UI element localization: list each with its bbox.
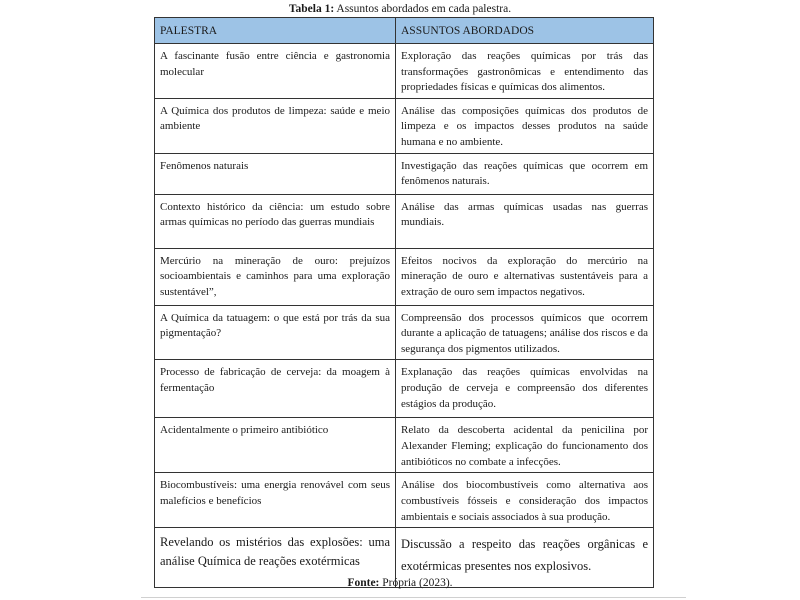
palestra-cell: A Química dos produtos de limpeza: saúde e meio ambiente xyxy=(155,98,396,153)
palestra-cell: Mercúrio na mineração de ouro: prejuízos socioambientais e caminhos para uma exploração sustentável”, xyxy=(155,248,396,305)
assuntos-cell: Discussão a respeito das reações orgânicas e exotérmicas presentes nos explosivos. xyxy=(396,528,654,588)
source-text: Própria (2023). xyxy=(382,577,453,589)
table-row xyxy=(155,44,654,99)
assuntos-cell: Análise das composições químicas dos produtos de limpeza e os impactos desses produtos na saúde humana e no ambiente. xyxy=(396,98,654,153)
palestra-cell: Processo de fabricação de cerveja: da moagem à fermentação xyxy=(155,360,396,418)
palestra-cell: Acidentalmente o primeiro antibiótico xyxy=(155,418,396,473)
table-row xyxy=(155,153,654,194)
palestra-cell: A fascinante fusão entre ciência e gastronomia molecular xyxy=(155,44,396,99)
palestra-cell: Biocombustíveis: uma energia renovável com seus malefícios e benefícios xyxy=(155,473,396,528)
table-row xyxy=(155,248,654,305)
caption-text: Assuntos abordados em cada palestra. xyxy=(336,3,512,15)
assuntos-cell: Investigação das reações químicas que ocorrem em fenômenos naturais. xyxy=(396,153,654,194)
table-row xyxy=(155,473,654,528)
bottom-divider xyxy=(141,597,686,598)
table-row xyxy=(155,98,654,153)
assuntos-cell: Relato da descoberta acidental da penicilina por Alexander Fleming; explicação do funcionamento dos antibióticos no combate a infecções. xyxy=(396,418,654,473)
topics-table xyxy=(154,17,654,588)
table-row xyxy=(155,360,654,418)
assuntos-cell: Análise das armas químicas usadas nas guerras mundiais. xyxy=(396,194,654,248)
assuntos-cell: Análise dos biocombustíveis como alternativa aos combustíveis fósseis e consideração dos impactos ambientais e sociais associados à sua produção. xyxy=(396,473,654,528)
palestra-cell: Contexto histórico da ciência: um estudo sobre armas químicas no período das guerras mundiais xyxy=(155,194,396,248)
palestra-cell: Fenômenos naturais xyxy=(155,153,396,194)
table-caption xyxy=(0,1,800,17)
palestra-cell: A Química da tatuagem: o que está por trás da sua pigmentação? xyxy=(155,305,396,360)
header-assuntos: ASSUNTOS ABORDADOS xyxy=(396,18,654,44)
palestra-cell: Revelando os mistérios das explosões: uma análise Química de reações exotérmicas xyxy=(155,528,396,588)
table-source xyxy=(0,575,800,591)
header-palestra: PALESTRA xyxy=(155,18,396,44)
table-row xyxy=(155,418,654,473)
table-row xyxy=(155,194,654,248)
caption-label: Tabela 1: xyxy=(288,3,335,15)
assuntos-cell: Efeitos nocivos da exploração do mercúrio na mineração de ouro e alternativas sustentáveis para a extração de ouro sem impactos negativos. xyxy=(396,248,654,305)
table-row xyxy=(155,305,654,360)
table-header-row xyxy=(155,18,654,44)
assuntos-cell: Compreensão dos processos químicos que ocorrem durante a aplicação de tatuagens; análise dos riscos e da segurança dos pigmentos utilizados. xyxy=(396,305,654,360)
assuntos-cell: Exploração das reações químicas por trás das transformações gastronômicas e entendimento das propriedades físicas e químicas dos alimentos. xyxy=(396,44,654,99)
source-label: Fonte: xyxy=(347,577,380,589)
assuntos-cell: Explanação das reações químicas envolvidas na produção de cerveja e compreensão dos diferentes estágios da produção. xyxy=(396,360,654,418)
